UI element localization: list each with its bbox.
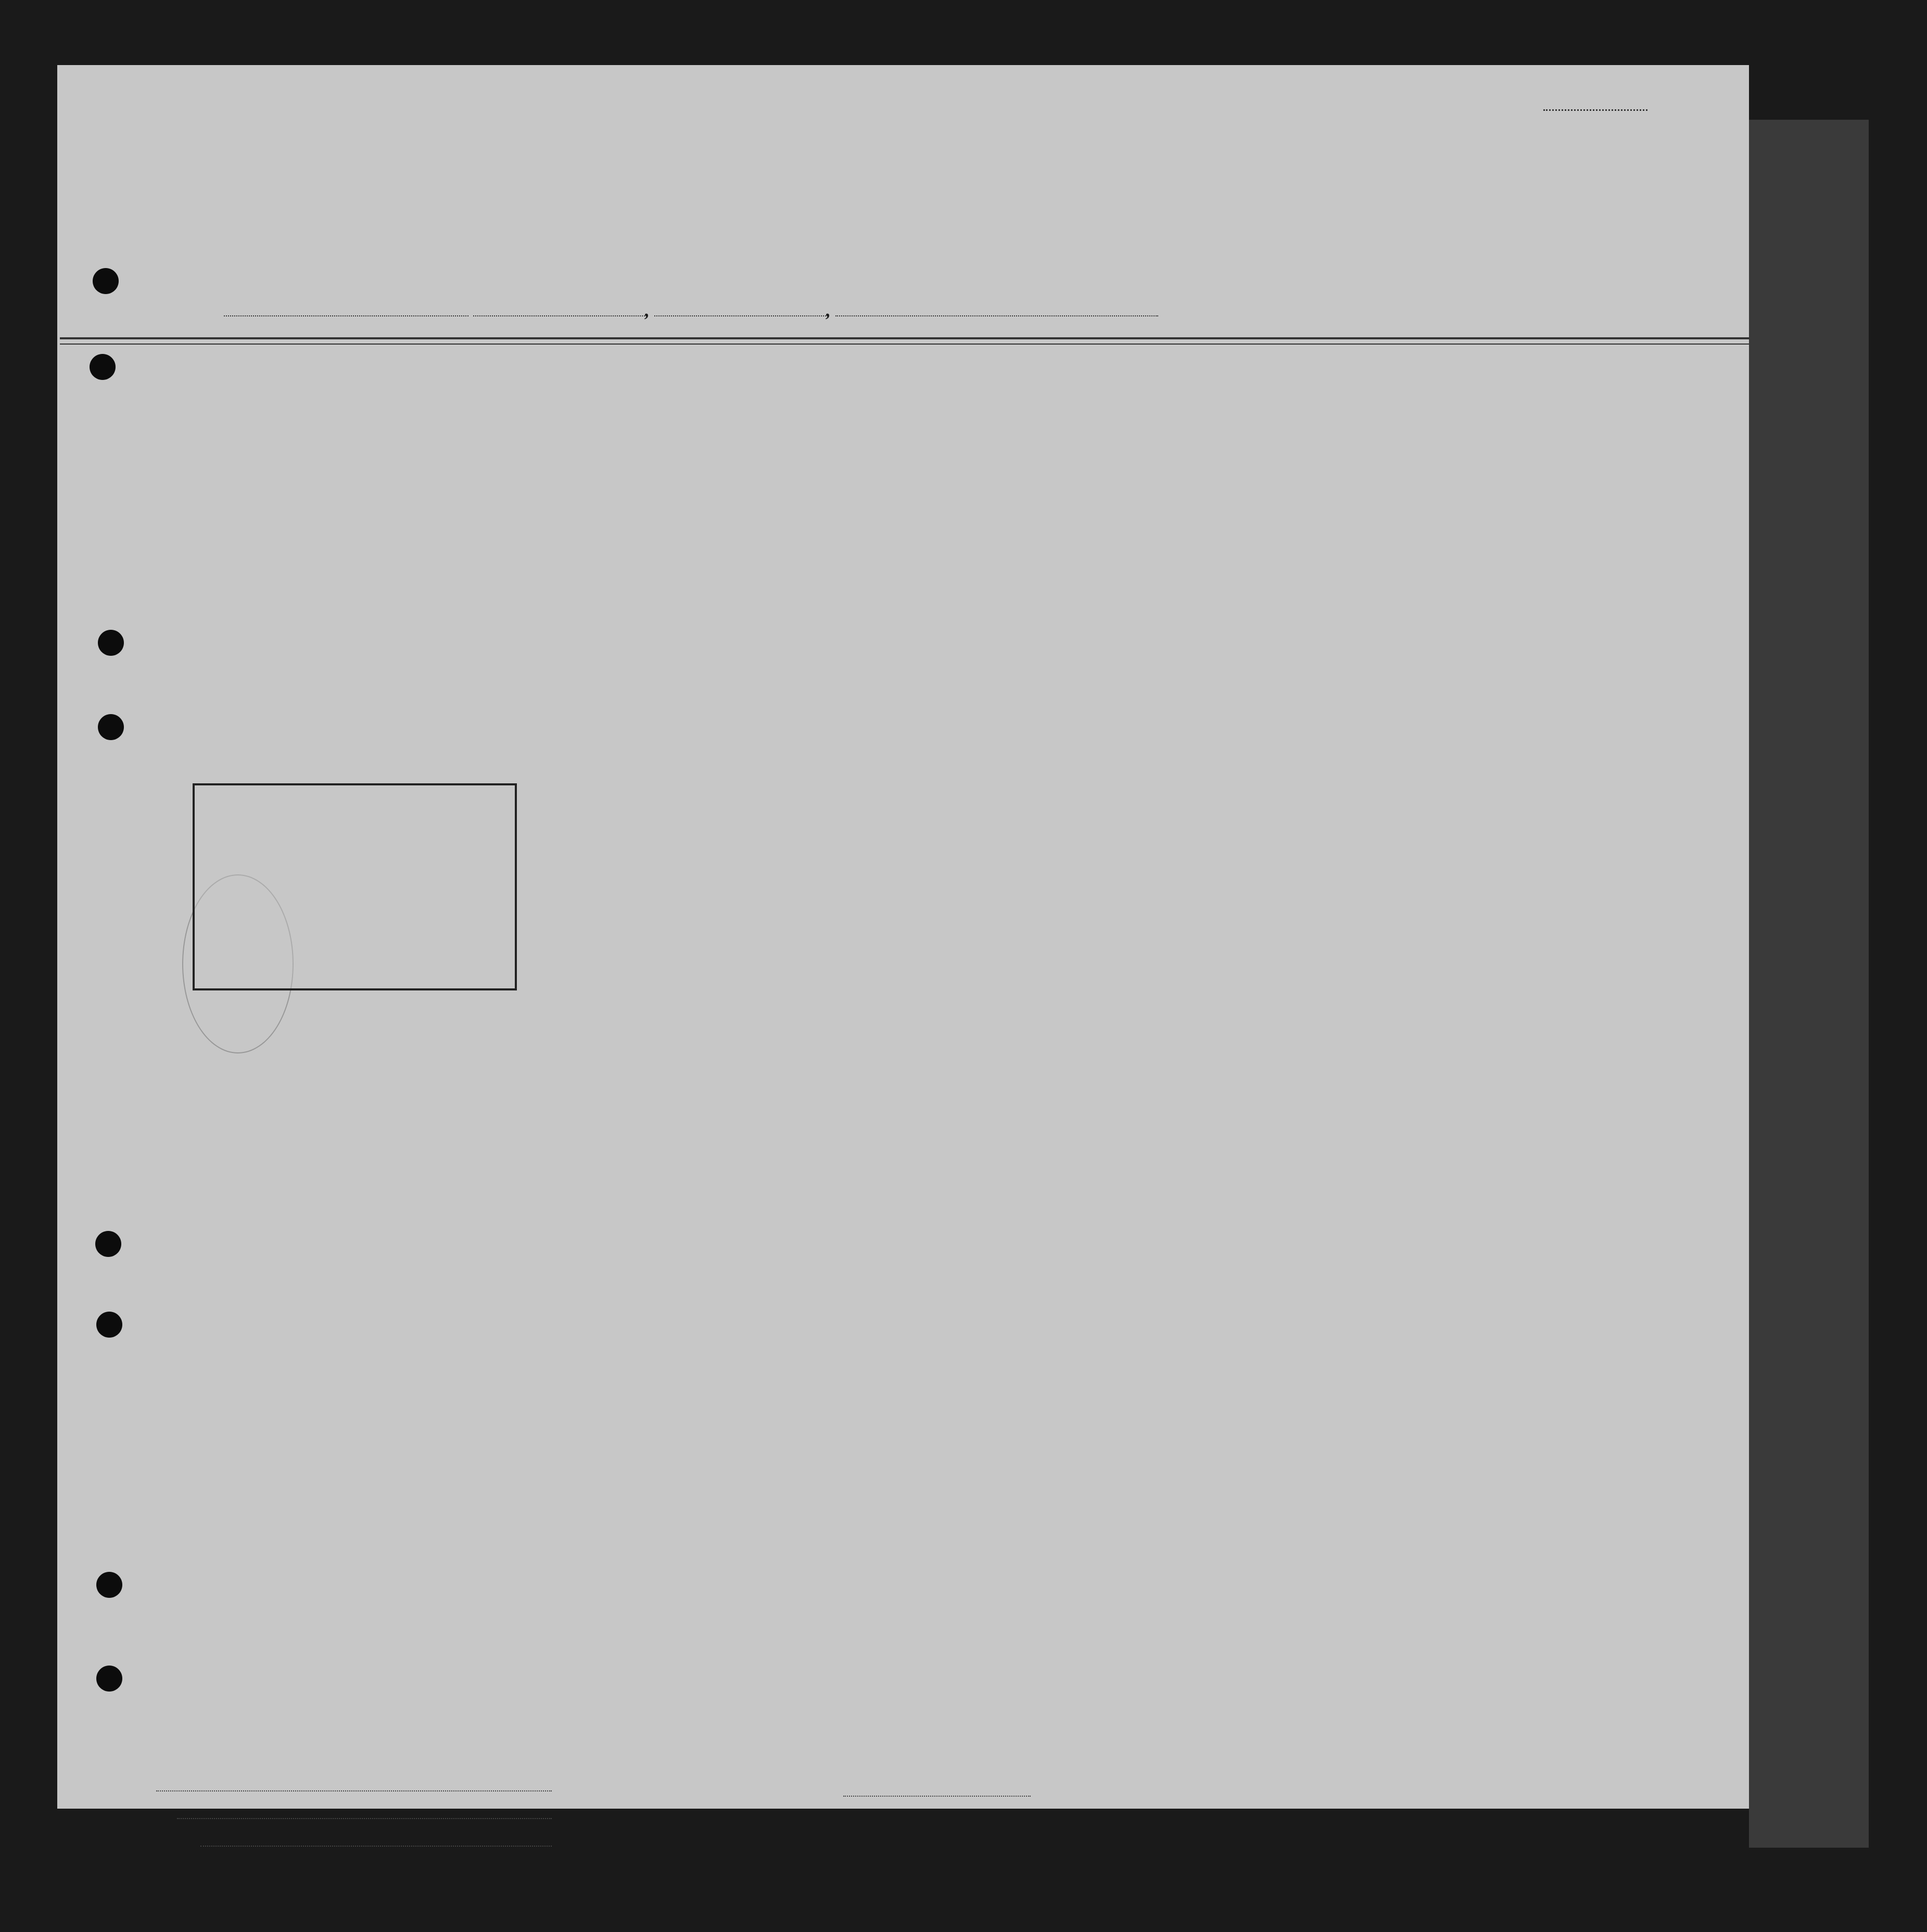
from-port — [835, 315, 1158, 316]
footer-agents-blank — [200, 1846, 552, 1847]
punch-hole — [98, 630, 124, 656]
punch-hole — [96, 1572, 122, 1598]
punch-hole — [93, 268, 119, 294]
top-rule — [60, 337, 1749, 339]
page-shadow — [1749, 120, 1869, 1848]
footer-owners-blank — [177, 1818, 552, 1819]
seen-stamp — [193, 783, 517, 990]
arrival-date — [654, 315, 826, 316]
top-rule-2 — [60, 344, 1749, 345]
arriving-port — [473, 315, 645, 316]
sheet-number-line — [1543, 109, 1647, 111]
vessel-line: , , — [224, 289, 1163, 322]
punch-hole — [90, 354, 116, 380]
punch-hole — [98, 714, 124, 740]
punch-hole — [96, 1312, 122, 1338]
footer-line-blank — [156, 1790, 552, 1791]
vessel-name — [224, 315, 468, 316]
footer-inspector-blank — [843, 1796, 1031, 1797]
punch-hole — [95, 1231, 121, 1257]
punch-hole — [96, 1666, 122, 1692]
